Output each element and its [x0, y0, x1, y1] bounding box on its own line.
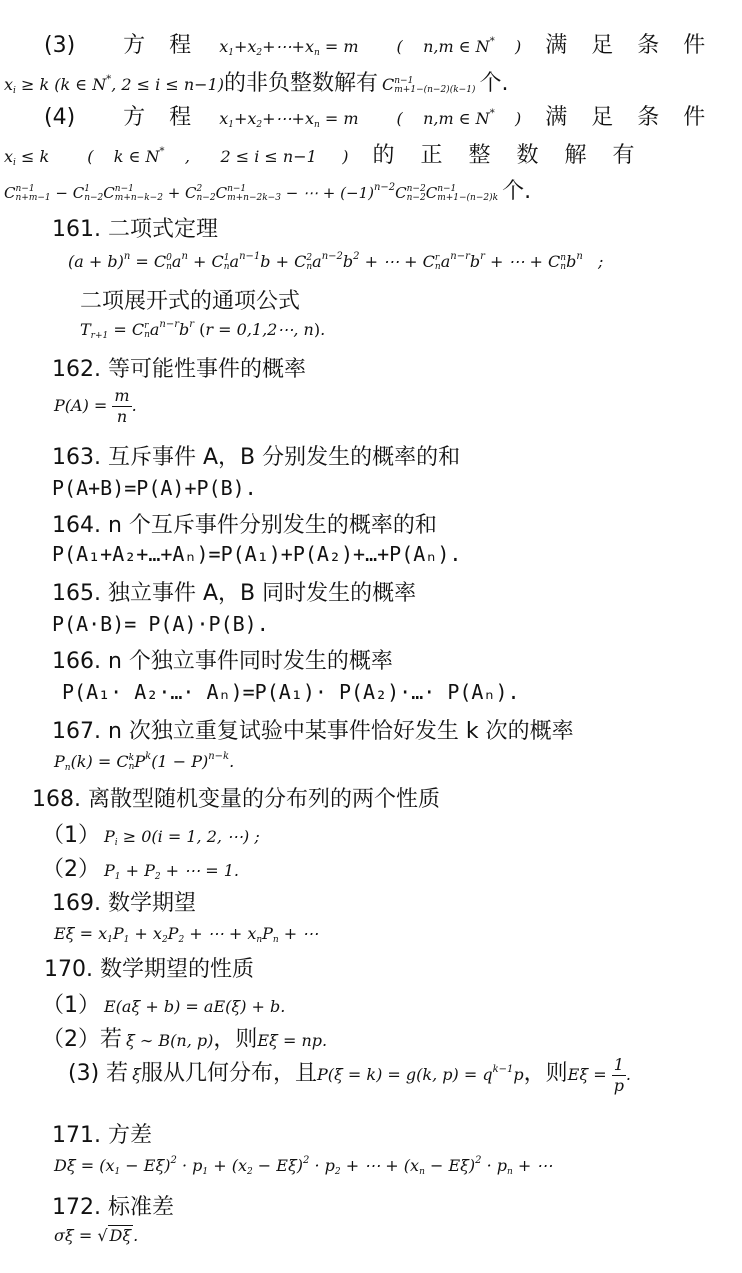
item-3-count: C n−1 m+1−(n−2)(k−1): [382, 75, 476, 95]
section-163-title: 163. 互斥事件 A，B 分别发生的概率的和: [52, 445, 461, 470]
section-166-formula: P(A₁· A₂·…· Aₙ)=P(A₁)· P(A₂)·…· P(Aₙ).: [62, 680, 520, 704]
binomial-theorem-formula: $(a + b)^n = C$ 0 n $a^n + C$ 1 n $a^{n-1}b + C$ 2 n $a^{n-2}b^2$ + ⋯ + C r n $a^{n-r}b^r$ + ⋯ + C n n $b^n$ ;: [68, 251, 604, 272]
item-3-result-suffix: 个.: [479, 71, 509, 96]
section-168-title: 168. 离散型随机变量的分布列的两个性质: [32, 787, 440, 812]
item-3-domain: ( n,m ∈ N* ): [396, 36, 522, 56]
property-1-label: （1）: [42, 823, 100, 848]
item-4-line-3: [4, 174, 531, 205]
item-3-label: (3): [44, 33, 76, 58]
item-3-word-equation: 方程: [123, 33, 216, 58]
section-164-formula: P(A₁+A₂+…+Aₙ)=P(A₁)+P(A₂)+…+P(Aₙ).: [52, 542, 462, 566]
expectation-property-3-prefix: (3) 若: [68, 1061, 129, 1086]
section-171-title: 171. 方差: [52, 1123, 152, 1148]
item-4-condition-b: ( k ∈ N* , 2 ≤ i ≤ n−1 ): [87, 146, 349, 166]
xi-symbol: ξ: [132, 1065, 141, 1084]
section-170-property-2: [42, 1022, 327, 1053]
standard-deviation-formula: σξ = √ Dξ .: [54, 1226, 139, 1245]
section-168-property-2: [42, 852, 239, 883]
section-161-title: 161. 二项式定理: [52, 217, 218, 242]
expectation-property-1-label: （1）: [42, 993, 100, 1018]
section-172-title: 172. 标准差: [52, 1195, 174, 1220]
item-4-word-equation: 方程: [123, 105, 216, 130]
item-3-equation: $x_1+x_2+\cdots+x_n = m$: [219, 37, 359, 58]
item-3-word-condition: 满足条件: [545, 33, 730, 58]
item-3-condition: $x_i \ge k$ (k ∈ N*, 2 ≤ i ≤ n−1): [4, 74, 224, 96]
bernoulli-formula: $P_n(k) = C$ k n $P^k(1 - P)^{n-k}$.: [54, 751, 235, 773]
item-3-line-2: [4, 66, 508, 97]
binomial-expectation: Eξ = np.: [257, 1031, 328, 1050]
section-168-property-1: [42, 818, 260, 849]
expectation-formula: $E\xi = x_1P_1 + x_2P_2$ + ⋯ + $x_nP_n$ + ⋯: [54, 924, 319, 945]
section-167-title: 167. n 次独立重复试验中某事件恰好发生 k 次的概率: [52, 719, 574, 744]
expectation-property-3-then: ，则: [523, 1061, 568, 1086]
item-4-line-2: [4, 138, 660, 169]
section-169-title: 169. 数学期望: [52, 891, 196, 916]
expectation-property-3-middle: 服从几何分布，且: [140, 1061, 317, 1086]
section-162-title: 162. 等可能性事件的概率: [52, 357, 306, 382]
item-4-result-text: 的正整数解有: [372, 143, 661, 168]
binomial-distribution: ξ ∼ B(n, p): [126, 1031, 214, 1050]
item-4-word-condition: 满足条件: [545, 105, 730, 130]
expectation-property-1-formula: E(aξ + b) = aE(ξ) + b.: [104, 997, 286, 1016]
section-165-formula: P(A·B)= P(A)·P(B).: [52, 612, 269, 636]
section-161-subtitle: 二项展开式的通项公式: [80, 289, 301, 314]
classical-probability-formula: P(A) = $\frac{m}{n}$ .: [54, 386, 137, 426]
expectation-property-2-prefix: （2）若: [42, 1027, 122, 1052]
geometric-distribution-formula: P(ξ = k) = g(k, $p) = q^{k-1}p$: [317, 1064, 524, 1084]
property-1-formula: $P_i \ge 0(i = 1$, 2, ⋯) ;: [104, 827, 260, 848]
section-170-property-1: [42, 988, 285, 1019]
geometric-expectation: Eξ = $\frac{1}{p}$ .: [567, 1055, 632, 1095]
expectation-property-2-then: ，则: [213, 1027, 258, 1052]
item-4-equation: $x_1+x_2+\cdots+x_n = m$: [219, 109, 359, 130]
item-4-count-formula: C n−1 n+m−1 − C 1 n−2 C n−1 m+n−k−2 + C 2 n−2 C n−1 m+n−2k−3 − ⋯ + $(-1)^{n-2}C$ n−2 n−2 C n−1 m+1−(n−2)k: [4, 182, 499, 203]
section-164-title: 164. n 个互斥事件分别发生的概率的和: [52, 513, 437, 538]
property-2-label: （2）: [42, 857, 100, 882]
item-4-line-1: [44, 100, 729, 131]
item-4-condition-a: $x_i \le k$: [4, 147, 50, 168]
section-170-property-3: [68, 1056, 631, 1094]
section-166-title: 166. n 个独立事件同时发生的概率: [52, 649, 393, 674]
item-3-line-1: [44, 28, 729, 59]
property-2-formula: $P_1 + P_2$ + ⋯ = 1.: [104, 861, 239, 882]
item-4-domain: ( n,m ∈ N* ): [396, 108, 522, 128]
item-4-result-suffix: 个.: [502, 179, 532, 204]
variance-formula: $D\xi = (x_1 - E\xi)^2 \cdot p_1 + (x_2 - E\xi)^2 \cdot p_2$ + ⋯ + $(x_n - E\xi)^2 \cdot p_n$ + ⋯: [54, 1155, 553, 1177]
item-4-label: (4): [44, 105, 76, 130]
general-term-formula: $T_{r+1} = C$ r n $a^{n-r}b^r$ (r = 0,1,2⋯, n).: [80, 319, 326, 341]
section-165-title: 165. 独立事件 A，B 同时发生的概率: [52, 581, 417, 606]
item-3-result-text: 的非负整数解有: [224, 71, 379, 96]
section-163-formula: P(A+B)=P(A)+P(B).: [52, 476, 257, 500]
section-170-title: 170. 数学期望的性质: [44, 957, 254, 982]
